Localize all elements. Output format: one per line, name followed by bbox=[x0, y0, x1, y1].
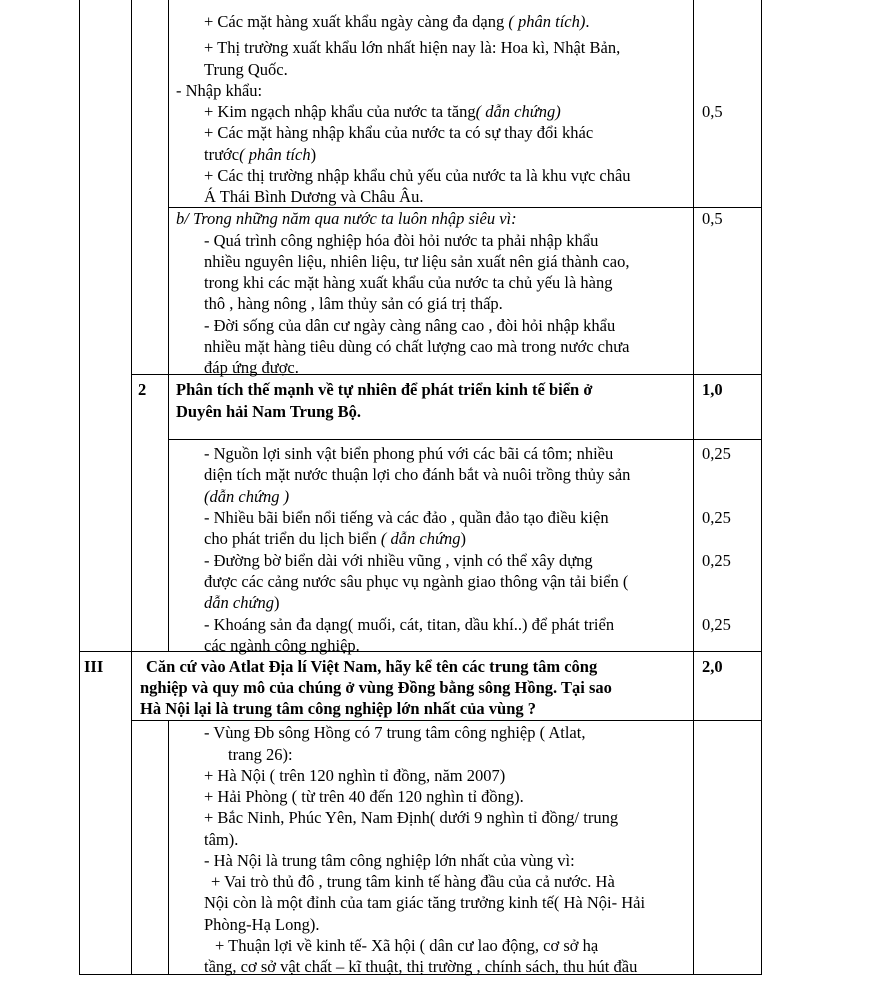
row-divider-4 bbox=[79, 651, 762, 652]
question-3-number: III bbox=[84, 657, 104, 676]
score-q2-item-3: 0,25 bbox=[702, 551, 731, 570]
q2-item-3-line-3: dẫn chứng) bbox=[204, 593, 280, 612]
q3-line-1: - Vùng Đb sông Hồng có 7 trung tâm công nghiệp ( Atlat, bbox=[204, 723, 586, 742]
surplus-line-5: - Đời sống của dân cư ngày càng nâng cao , đòi hỏi nhập khẩu bbox=[204, 316, 616, 335]
q2-item-1-line-3: (dẫn chứng ) bbox=[204, 487, 290, 506]
q3-line-6: tâm). bbox=[204, 830, 239, 849]
surplus-line-1: - Quá trình công nghiệp hóa đòi hỏi nước ta phải nhập khẩu bbox=[204, 231, 599, 250]
table-border-left bbox=[79, 0, 80, 975]
q3-line-9: Nội còn là một đỉnh của tam giác tăng trưởng kinh tế( Hà Nội- Hải bbox=[204, 893, 646, 912]
q3-line-8: + Vai trò thủ đô , trung tâm kinh tế hàng đầu của cả nước. Hà bbox=[211, 872, 615, 891]
q2-item-4-line-1: - Khoáng sản đa dạng( muối, cát, titan, dầu khí..) để phát triển bbox=[204, 615, 615, 634]
q3-line-7: - Hà Nội là trung tâm công nghiệp lớn nhất của vùng vì: bbox=[204, 851, 575, 870]
table-border-right bbox=[761, 0, 762, 975]
q3-line-10: Phòng-Hạ Long). bbox=[204, 915, 320, 934]
q2-item-3-line-2: được các cảng nước sâu phục vụ ngành giao thông vận tải biển ( bbox=[204, 572, 629, 591]
surplus-line-7: đáp ứng được. bbox=[204, 358, 299, 377]
question-3-title-3: Hà Nội lại là trung tâm công nghiệp lớn nhất của vùng ? bbox=[140, 699, 537, 718]
q3-line-12: tầng, cơ sở vật chất – kĩ thuật, thị trường , chính sách, thu hút đầu bbox=[204, 957, 638, 976]
table-col-divider-3 bbox=[693, 0, 694, 975]
table-col-divider-1 bbox=[131, 0, 132, 975]
surplus-line-3: trong khi các mặt hàng xuất khẩu của nước ta chủ yếu là hàng bbox=[204, 273, 613, 292]
import-line-4: + Các thị trường nhập khẩu chủ yếu của nước ta là khu vực châu bbox=[204, 166, 631, 185]
question-3-title-2: nghiệp và quy mô của chúng ở vùng Đồng bằng sông Hồng. Tại sao bbox=[140, 678, 612, 697]
surplus-line-6: nhiều mặt hàng tiêu dùng có chất lượng cao mà trong nước chưa bbox=[204, 337, 630, 356]
export-line-3: Trung Quốc. bbox=[204, 60, 288, 79]
table-col-divider-2 bbox=[168, 0, 169, 651]
q3-line-2: trang 26): bbox=[228, 745, 293, 764]
score-question-3: 2,0 bbox=[702, 657, 723, 676]
score-section1: 0,5 bbox=[702, 102, 723, 121]
table-col-divider-2b bbox=[168, 720, 169, 975]
import-line-3: trước( phân tích) bbox=[204, 145, 317, 164]
q3-line-5: + Bắc Ninh, Phúc Yên, Nam Định( dưới 9 nghìn tỉ đồng/ trung bbox=[204, 808, 619, 827]
question-2-title-1: Phân tích thế mạnh về tự nhiên để phát triển kinh tế biển ở bbox=[176, 380, 593, 399]
score-question-2: 1,0 bbox=[702, 380, 723, 399]
surplus-line-4: thô , hàng nông , lâm thủy sản có giá trị thấp. bbox=[204, 294, 503, 313]
import-line-5: Á Thái Bình Dương và Châu Âu. bbox=[204, 187, 424, 206]
score-q2-item-1: 0,25 bbox=[702, 444, 731, 463]
row-divider-5 bbox=[131, 720, 762, 721]
q2-item-1-line-1: - Nguồn lợi sinh vật biển phong phú với các bãi cá tôm; nhiều bbox=[204, 444, 614, 463]
export-line-2: + Thị trường xuất khẩu lớn nhất hiện nay là: Hoa kì, Nhật Bản, bbox=[204, 38, 621, 57]
score-section2: 0,5 bbox=[702, 209, 723, 228]
question-2-title-2: Duyên hải Nam Trung Bộ. bbox=[176, 402, 362, 421]
q2-item-2-line-2: cho phát triển du lịch biển ( dẫn chứng) bbox=[204, 529, 466, 548]
export-line-1: + Các mặt hàng xuất khẩu ngày càng đa dạng ( phân tích). bbox=[204, 12, 590, 31]
import-line-1: + Kim ngạch nhập khẩu của nước ta tăng( dẫn chứng) bbox=[204, 102, 561, 121]
import-surplus-heading: b/ Trong những năm qua nước ta luôn nhập siêu vì: bbox=[176, 209, 517, 228]
import-line-2: + Các mặt hàng nhập khẩu của nước ta có sự thay đổi khác bbox=[204, 123, 594, 142]
score-q2-item-4: 0,25 bbox=[702, 615, 731, 634]
question-3-title-1: Căn cứ vào Atlat Địa lí Việt Nam, hãy kể tên các trung tâm công bbox=[146, 657, 598, 676]
q2-item-1-line-2: diện tích mặt nước thuận lợi cho đánh bắt và nuôi trồng thủy sản bbox=[204, 465, 631, 484]
q2-item-4-line-2: các ngành công nghiệp. bbox=[204, 636, 360, 655]
q3-line-4: + Hải Phòng ( từ trên 40 đến 120 nghìn tỉ đồng). bbox=[204, 787, 524, 806]
q3-line-11: + Thuận lợi về kinh tế- Xã hội ( dân cư lao động, cơ sở hạ bbox=[215, 936, 599, 955]
surplus-line-2: nhiều nguyên liệu, nhiên liệu, tư liệu sản xuất nên giá thành cao, bbox=[204, 252, 630, 271]
question-2-number: 2 bbox=[138, 380, 147, 399]
score-q2-item-2: 0,25 bbox=[702, 508, 731, 527]
q2-item-3-line-1: - Đường bờ biển dài với nhiều vũng , vịnh có thể xây dựng bbox=[204, 551, 593, 570]
row-divider-3 bbox=[168, 439, 762, 440]
import-heading: - Nhập khẩu: bbox=[176, 81, 263, 100]
q3-line-3: + Hà Nội ( trên 120 nghìn tỉ đồng, năm 2007) bbox=[204, 766, 506, 785]
q2-item-2-line-1: - Nhiều bãi biển nổi tiếng và các đảo , quần đảo tạo điều kiện bbox=[204, 508, 609, 527]
